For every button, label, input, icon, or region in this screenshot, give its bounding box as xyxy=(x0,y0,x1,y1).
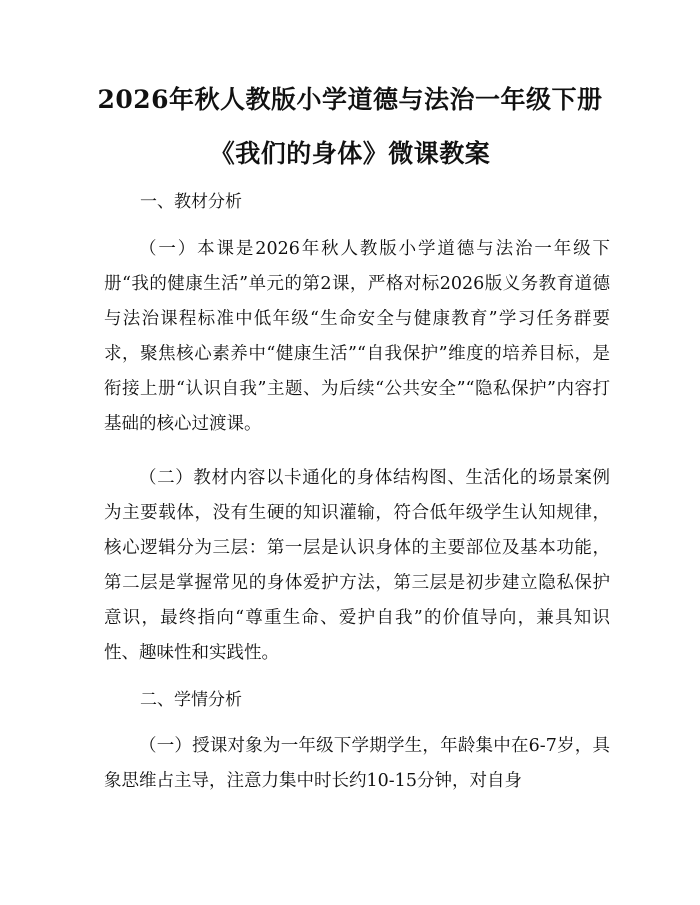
paragraph-textbook-analysis-2: （二）教材内容以卡通化的身体结构图、生活化的场景案例为主要载体，没有生硬的知识灌输，符合低年级学生认知规律，核心逻辑分为三层：第一层是认识身体的主要部位及基本功能，第二层是掌握常见的身体爱护方法，第三层是初步建立隐私保护意识，最终指向“尊重生命、爱护自我”的价值导向，兼具知识性、趣味性和实践性。 xyxy=(104,468,610,663)
document-title-line-1: 2026年秋人教版小学道德与法治一年级下册 xyxy=(97,85,603,114)
section-heading-student-analysis: 二、学情分析 xyxy=(140,690,242,710)
paragraph-student-analysis-1: （一）授课对象为一年级下学期学生，年龄集中在6-7岁，具象思维占主导，注意力集中时长约10-15分钟，对自身 xyxy=(104,736,610,791)
document-title-line-2: 《我们的身体》微课教案 xyxy=(209,139,491,168)
paragraph-textbook-analysis-1: （一）本课是2026年秋人教版小学道德与法治一年级下册“我的健康生活”单元的第2课，严格对标2026版义务教育道德与法治课程标准中低年级“生命安全与健康教育”学习任务群要求，聚焦核心素养中“健康生活”“自我保护”维度的培养目标，是衔接上册“认识自我”主题、为后续“公共安全”“隐私保护”内容打基础的核心过渡课。 xyxy=(104,239,610,434)
section-heading-textbook-analysis: 一、教材分析 xyxy=(140,192,242,212)
